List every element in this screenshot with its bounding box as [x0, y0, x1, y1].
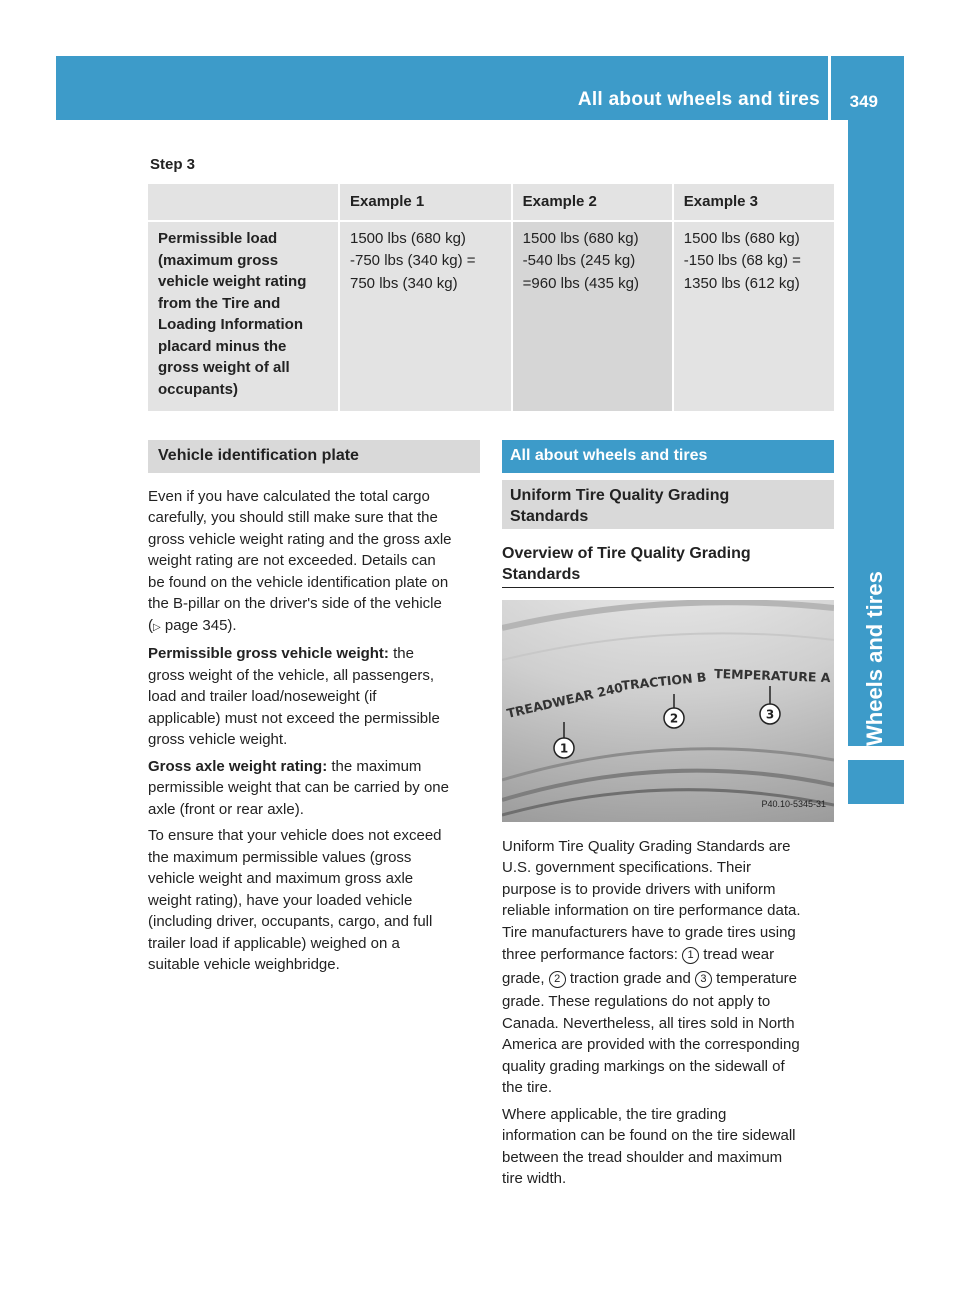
text-line: be found on the vehicle identification plate on	[148, 573, 449, 591]
text-line: the B-pillar on the driver's side of the vehicle	[148, 595, 442, 612]
cell-line: 750 lbs (340 kg)	[350, 275, 458, 292]
paragraph-weighbridge	[148, 825, 480, 976]
text-line: grade. These regulations do not apply to	[502, 993, 771, 1010]
figure-code: P40.10-5345-31	[761, 799, 826, 809]
row-header-line: vehicle weight rating	[158, 273, 307, 290]
text-fragment: grade,	[502, 969, 549, 987]
text-line: To ensure that your vehicle does not exceed	[148, 827, 442, 844]
paragraph-gross-weight	[148, 643, 480, 751]
section-heading: Vehicle identification plate	[148, 440, 480, 473]
cell-line: 1350 lbs (612 kg)	[683, 275, 800, 292]
text-fragment: the maximum	[327, 757, 422, 775]
page-header	[56, 56, 904, 120]
page-number: 349	[849, 92, 878, 111]
text-line: weight rating are not exceeded. Details can	[148, 552, 436, 569]
row-header-line: placard minus the	[158, 337, 287, 355]
page-ref-arrow-icon: ▷	[153, 621, 161, 633]
example-cell	[338, 220, 511, 411]
row-header-line: from the Tire and	[158, 294, 281, 312]
cell-line: 1500 lbs (680 kg)	[350, 230, 466, 247]
text-line: gross vehicle weight rating and the gross axle	[148, 530, 452, 548]
row-header-line: Permissible load	[158, 230, 278, 247]
row-header-line: occupants)	[158, 380, 239, 398]
tire-text-temperature: TEMPERATURE A	[713, 665, 831, 685]
text-line: applicable) must not exceed the permissible	[148, 709, 440, 727]
table-corner	[148, 184, 338, 220]
column-header: Example 2	[511, 184, 672, 220]
text-fragment: traction grade and	[565, 969, 695, 987]
callout-number-1: 1	[559, 741, 569, 755]
text-line: load and trailer load/noseweight (if	[148, 688, 377, 705]
paragraph-location	[502, 1104, 834, 1190]
text-line: Where applicable, the tire grading	[502, 1105, 727, 1123]
text-line: vehicle weight and maximum gross axle	[148, 870, 414, 887]
cell-line: 1500 lbs (680 kg)	[683, 230, 800, 247]
text-fragment: tread wear	[699, 946, 775, 963]
row-header-line: Loading Information	[158, 316, 303, 333]
left-column	[148, 440, 480, 981]
text-line: gross weight of the vehicle, all passengers,	[148, 666, 434, 684]
text-line: Tire manufacturers have to grade tires using	[502, 923, 796, 941]
tire-sidewall-figure	[502, 600, 834, 822]
cell-line: -750 lbs (340 kg) =	[350, 251, 476, 269]
tire-text-traction: TRACTION B	[620, 668, 708, 693]
heading-line: Overview of Tire Quality Grading	[502, 544, 751, 562]
cell-line: -540 lbs (245 kg)	[522, 251, 636, 269]
text-line: trailer load if applicable) weighed on a	[148, 934, 400, 952]
side-tab-divider	[848, 746, 904, 760]
text-line: reliable information on tire performance data.	[502, 902, 801, 919]
text-line: quality grading markings on the sidewall of	[502, 1057, 785, 1075]
heading-line: Uniform Tire Quality Grading	[510, 486, 730, 504]
topic-heading	[502, 543, 834, 588]
callout-ref-2: 2	[549, 971, 566, 988]
text-line: (including driver, occupants, cargo, and full	[148, 913, 433, 930]
row-header-line: gross weight of all	[158, 359, 290, 376]
cell-line: -150 lbs (68 kg) =	[683, 251, 801, 269]
heading-line: Standards	[510, 507, 589, 525]
text-line: information can be found on the tire sidewall	[502, 1127, 796, 1144]
text-line: Uniform Tire Quality Grading Standards are	[502, 837, 791, 855]
page-reference[interactable]	[148, 615, 480, 639]
text-fragment: temperature	[711, 969, 798, 987]
text-fragment: the	[388, 645, 414, 662]
ref-text: page 345).	[160, 616, 237, 634]
text-line: weight rating), have your loaded vehicle	[148, 891, 413, 909]
text-line	[148, 756, 480, 778]
example-cell	[511, 220, 672, 411]
tire-text-treadwear: TREADWEAR 240	[505, 679, 625, 721]
text-fragment: three performance factors:	[502, 946, 683, 963]
text-line: carefully, you should still make sure that the	[148, 509, 438, 526]
row-header	[148, 220, 338, 411]
text-line: tire width.	[502, 1170, 567, 1187]
paragraph-intro	[148, 486, 480, 639]
row-header-line: (maximum gross	[158, 251, 279, 269]
load-table	[148, 184, 834, 411]
column-header: Example 1	[338, 184, 511, 220]
text-line: permissible weight that can be carried by one	[148, 779, 449, 796]
cell-line: 1500 lbs (680 kg)	[522, 230, 639, 247]
term-label: Gross axle weight rating:	[148, 757, 328, 775]
text-line: Canada. Nevertheless, all tires sold in North	[502, 1014, 795, 1032]
text-line: the maximum permissible values (gross	[148, 848, 412, 866]
callout-ref-1: 1	[682, 947, 699, 964]
text-line: gross vehicle weight.	[148, 731, 288, 748]
ref-open: (	[148, 616, 153, 634]
table-header-row	[148, 184, 834, 220]
paragraph-axle-weight	[148, 756, 480, 821]
callout-number-2: 2	[669, 711, 679, 725]
text-line: suitable vehicle weighbridge.	[148, 956, 340, 973]
text-line	[502, 944, 834, 966]
header-divider	[828, 56, 831, 120]
step-label: Step 3	[150, 156, 196, 173]
table-row	[148, 220, 834, 411]
header-title: All about wheels and tires	[577, 89, 820, 110]
column-header: Example 3	[672, 184, 834, 220]
right-column	[502, 440, 834, 1195]
text-line: between the tread shoulder and maximum	[502, 1148, 783, 1166]
subsection-heading	[502, 480, 834, 529]
text-line	[502, 968, 834, 990]
tire-illustration	[502, 600, 834, 822]
example-cell	[672, 220, 834, 411]
text-line: Even if you have calculated the total cargo	[148, 487, 430, 505]
text-line: purpose is to provide drivers with uniform	[502, 880, 776, 898]
callout-number-3: 3	[765, 707, 775, 721]
heading-line: Standards	[502, 565, 581, 583]
text-line: U.S. government specifications. Their	[502, 859, 752, 876]
callout-ref-3: 3	[695, 971, 712, 988]
section-banner: All about wheels and tires	[502, 440, 834, 473]
side-tab-label	[862, 716, 892, 746]
term-label: Permissible gross vehicle weight:	[148, 645, 389, 662]
text-line	[148, 643, 480, 665]
text-line: axle (front or rear axle).	[148, 800, 304, 818]
paragraph-utqg	[502, 836, 834, 1099]
cell-line: =960 lbs (435 kg)	[522, 275, 639, 292]
text-line: America are provided with the corresponding	[502, 1036, 800, 1053]
text-line: the tire.	[502, 1079, 553, 1096]
